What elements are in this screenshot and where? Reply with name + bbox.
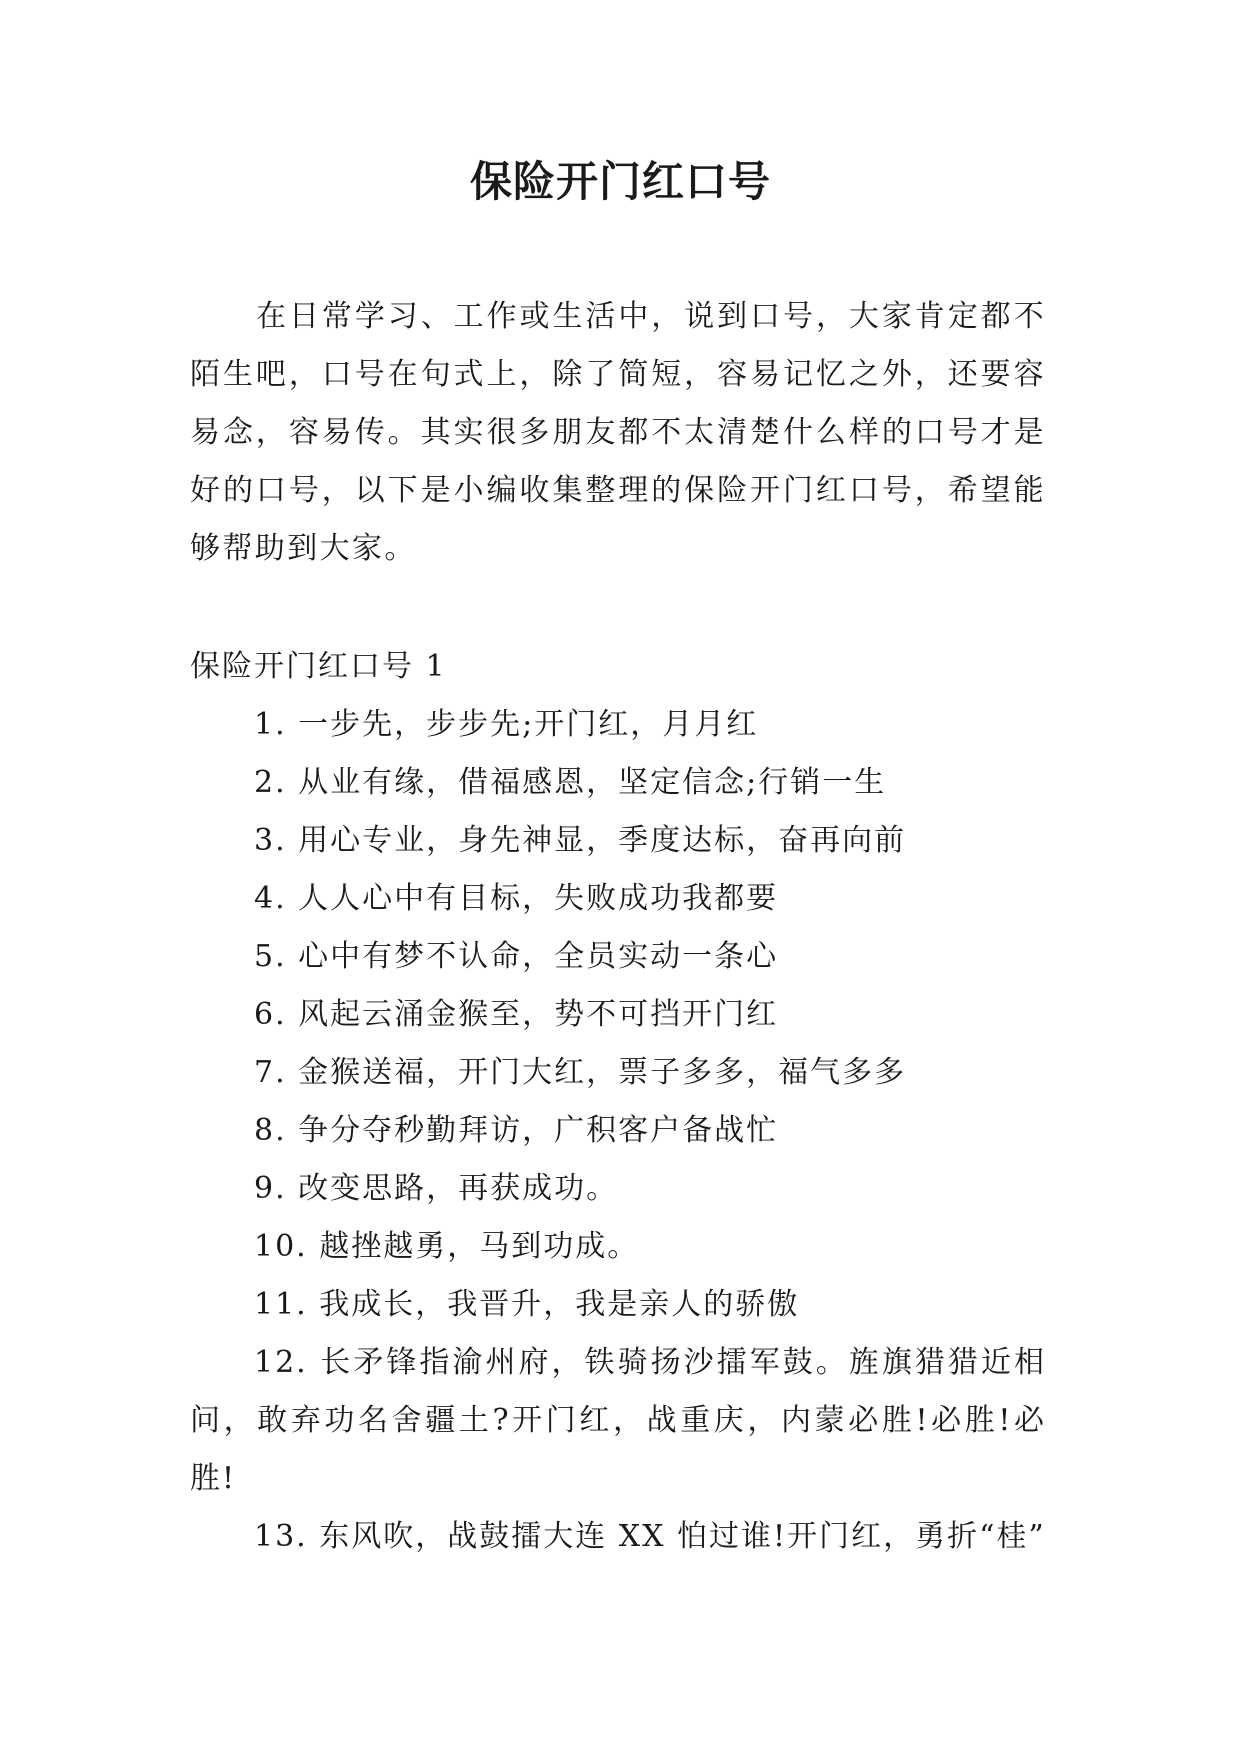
slogan-item: 9. 改变思路，再获成功。 xyxy=(254,1171,619,1206)
slogan-list xyxy=(190,696,1046,1566)
slogan-item: 7. 金猴送福，开门大红，票子多多，福气多多 xyxy=(254,1055,907,1090)
slogan-item: 4. 人人心中有目标，失败成功我都要 xyxy=(254,881,779,916)
slogan-item: 2. 从业有缘，借福感恩，坚定信念;行销一生 xyxy=(254,765,887,800)
slogan-item: 11. 我成长，我晋升，我是亲人的骄傲 xyxy=(254,1287,800,1322)
slogan-item: 13. 东风吹，战鼓擂大连 XX 怕过谁!开门红，勇折“桂” xyxy=(254,1519,1046,1554)
section-heading: 保险开门红口号 1 xyxy=(190,649,447,684)
slogan-item: 12. 长矛锋指渝州府，铁骑扬沙擂军鼓。旌旗猎猎近相问，敢弃功名舍疆土?开门红，战重庆，内蒙必胜!必胜!必胜! xyxy=(190,1345,1046,1496)
slogan-item: 10. 越挫越勇，马到功成。 xyxy=(254,1229,640,1264)
slogan-item: 6. 风起云涌金猴至，势不可挡开门红 xyxy=(254,997,779,1032)
document-title: 保险开门红口号 xyxy=(469,157,771,206)
slogan-item: 8. 争分夺秒勤拜访，广积客户备战忙 xyxy=(254,1113,779,1148)
slogan-item: 5. 心中有梦不认命，全员实动一条心 xyxy=(254,939,779,974)
slogan-item: 1. 一步先，步步先;开门红，月月红 xyxy=(254,707,759,742)
slogan-item: 3. 用心专业，身先神显，季度达标，奋再向前 xyxy=(254,823,907,858)
intro-paragraph: 在日常学习、工作或生活中，说到口号，大家肯定都不陌生吧，口号在句式上，除了简短，容易记忆之外，还要容易念，容易传。其实很多朋友都不太清楚什么样的口号才是好的口号，以下是小编收集整理的保险开门红口号，希望能够帮助到大家。 xyxy=(190,299,1046,566)
